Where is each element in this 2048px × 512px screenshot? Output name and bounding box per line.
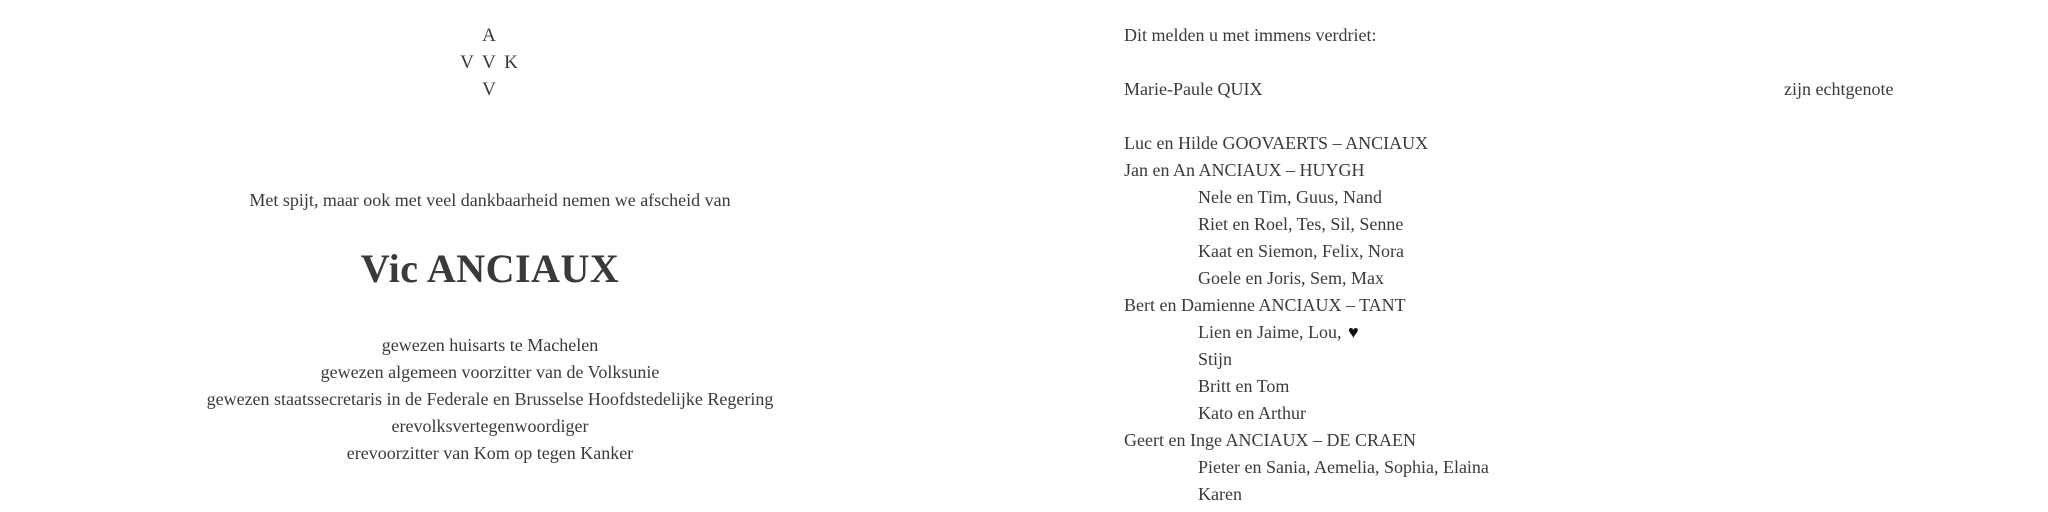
family-line: Kato en Arthur	[1198, 403, 1306, 423]
spouse-role: zijn echtgenote	[1784, 79, 1894, 99]
family-line: Jan en An ANCIAUX – HUYGH	[1124, 160, 1365, 180]
spouse-name: Marie-Paule QUIX	[1124, 79, 1263, 99]
deceased-name: Vic ANCIAUX	[360, 246, 620, 291]
family-line: Goele en Joris, Sem, Max	[1198, 268, 1384, 288]
family-line: Geert en Inge ANCIAUX – DE CRAEN	[1124, 430, 1416, 450]
symbol-line-1: A	[482, 25, 498, 46]
role-line: gewezen staatssecretaris in de Federale en Brusselse Hoofdstedelijke Regering	[206, 389, 774, 409]
announcement: Dit melden u met immens verdriet:	[1124, 25, 1377, 45]
role-line: gewezen algemeen voorzitter van de Volksunie	[320, 362, 660, 382]
roles-list	[0, 332, 980, 467]
family-line: Luc en Hilde GOOVAERTS – ANCIAUX	[1124, 133, 1429, 153]
family-line: Lien en Jaime, Lou, ♥	[1198, 319, 1359, 346]
left-panel	[0, 0, 980, 512]
black-heart-icon: ♥	[1347, 322, 1359, 342]
family-line: Britt en Tom	[1198, 376, 1290, 396]
family-line: Bert en Damienne ANCIAUX – TANT	[1124, 295, 1406, 315]
farewell-intro: Met spijt, maar ook met veel dankbaarheid nemen we afscheid van	[249, 190, 731, 210]
family-line: Karen	[1198, 484, 1242, 504]
role-line: gewezen huisarts te Machelen	[381, 335, 599, 355]
role-line: erevolksvertegenwoordiger	[391, 416, 589, 436]
family-line: Pieter en Sania, Aemelia, Sophia, Elaina	[1198, 457, 1489, 477]
role-line: erevoorzitter van Kom op tegen Kanker	[346, 443, 634, 463]
family-line: Stijn	[1198, 349, 1233, 369]
family-line: Riet en Roel, Tes, Sil, Senne	[1198, 214, 1404, 234]
right-panel	[1124, 0, 2048, 512]
symbol-line-2: V V K	[460, 52, 520, 73]
family-line: Nele en Tim, Guus, Nand	[1198, 187, 1382, 207]
symbol-line-3: V	[482, 79, 498, 100]
family-line: Kaat en Siemon, Felix, Nora	[1198, 241, 1404, 261]
